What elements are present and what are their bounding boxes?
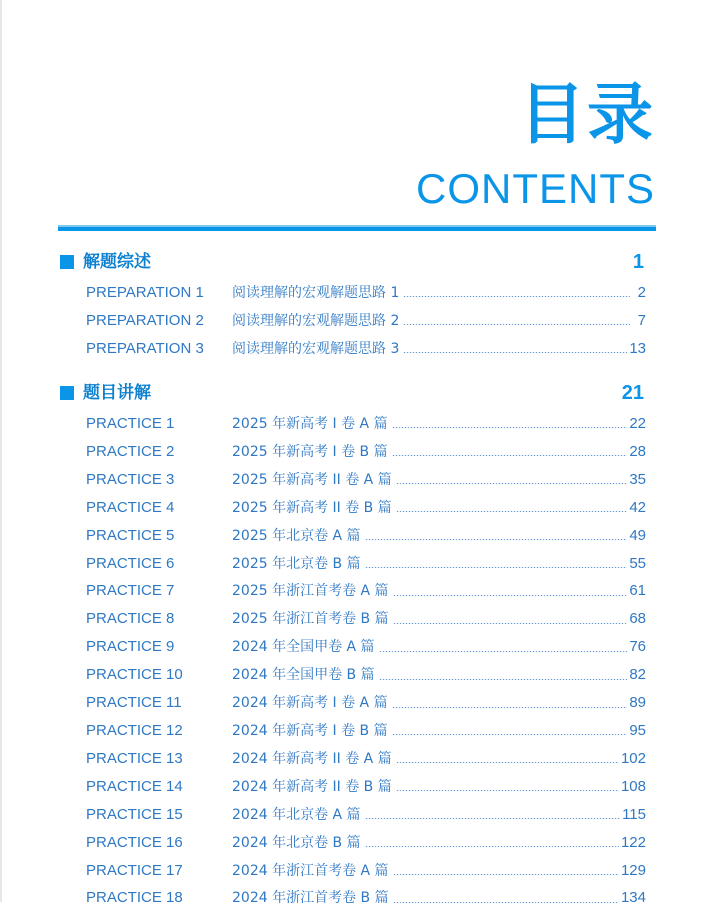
dot-leader — [403, 352, 627, 353]
toc-entry[interactable] — [86, 857, 646, 885]
entry-title: 2025 年新高考 II 卷 B 篇 — [232, 499, 392, 516]
entry-title: 2025 年浙江首考卷 A 篇 — [232, 583, 389, 600]
entry-page-number: 115 — [622, 805, 646, 823]
section-title: 题目讲解 — [83, 383, 151, 403]
dot-leader — [392, 427, 628, 428]
toc-entry[interactable] — [86, 279, 646, 307]
section-title: 解题综述 — [83, 252, 151, 272]
toc-entry[interactable] — [86, 801, 646, 829]
toc-entry[interactable] — [86, 522, 646, 550]
square-bullet-icon — [60, 255, 74, 269]
entry-code: PRACTICE 18 — [86, 889, 183, 907]
entry-title: 阅读理解的宏观解题思路 2 — [232, 312, 400, 329]
entry-code: PRACTICE 4 — [86, 498, 175, 516]
entry-page-number: 22 — [629, 415, 646, 432]
toc-title-chinese: 目录 — [519, 76, 655, 153]
page-left-edge — [0, 0, 2, 902]
dot-leader — [365, 539, 628, 540]
dot-leader — [365, 846, 619, 847]
toc-entry[interactable] — [86, 494, 646, 522]
toc-entry[interactable] — [86, 550, 646, 578]
entry-code: PRACTICE 6 — [86, 554, 175, 572]
entry-page-number: 89 — [629, 694, 646, 712]
toc-entry[interactable] — [86, 829, 646, 857]
entry-page-number: 42 — [629, 498, 646, 516]
entry-code: PREPARATION 2 — [86, 311, 204, 329]
entry-code: PREPARATION 3 — [86, 339, 204, 357]
entry-title: 2025 年新高考 I 卷 A 篇 — [232, 416, 388, 432]
entry-page-number: 7 — [637, 311, 646, 329]
entry-code: PRACTICE 12 — [86, 721, 183, 739]
dot-leader — [396, 762, 619, 763]
entry-title: 2024 年北京卷 A 篇 — [232, 806, 361, 823]
title-divider — [58, 227, 656, 231]
dot-leader — [403, 324, 630, 325]
entry-title: 2024 年全国甲卷 A 篇 — [232, 639, 375, 656]
entry-code: PRACTICE 1 — [86, 415, 175, 432]
entry-code: PRACTICE 10 — [86, 666, 183, 684]
entry-code: PRACTICE 17 — [86, 861, 183, 879]
square-bullet-icon — [60, 386, 74, 400]
entry-code: PRACTICE 13 — [86, 749, 183, 767]
toc-list-preparation — [86, 279, 646, 363]
entry-page-number: 35 — [629, 470, 646, 488]
dot-leader — [379, 679, 628, 680]
entry-code: PRACTICE 15 — [86, 805, 183, 823]
entry-code: PREPARATION 1 — [86, 284, 204, 301]
entry-title: 阅读理解的宏观解题思路 3 — [232, 340, 400, 357]
toc-entry[interactable] — [86, 466, 646, 494]
dot-leader — [403, 296, 630, 297]
entry-page-number: 49 — [629, 526, 646, 544]
entry-title: 2025 年新高考 II 卷 A 篇 — [232, 471, 392, 488]
entry-title: 2025 年浙江首考卷 B 篇 — [232, 611, 389, 628]
entry-page-number: 2 — [637, 284, 646, 301]
entry-page-number: 28 — [629, 442, 646, 460]
entry-page-number: 102 — [620, 749, 646, 767]
dot-leader — [365, 567, 628, 568]
toc-entry[interactable] — [86, 307, 646, 335]
dot-leader — [393, 874, 619, 875]
entry-page-number: 108 — [620, 777, 646, 795]
entry-page-number: 68 — [629, 610, 646, 628]
entry-title: 2024 年新高考 I 卷 B 篇 — [232, 722, 388, 739]
entry-code: PRACTICE 8 — [86, 610, 175, 628]
dot-leader — [379, 651, 628, 652]
dot-leader — [392, 707, 628, 708]
entry-code: PRACTICE 11 — [86, 694, 182, 712]
dot-leader — [396, 511, 628, 512]
entry-title: 2024 年浙江首考卷 B 篇 — [232, 890, 389, 907]
entry-page-number: 122 — [620, 833, 646, 851]
toc-entry[interactable] — [86, 605, 646, 633]
entry-code: PRACTICE 5 — [86, 526, 175, 544]
toc-list-practice — [86, 410, 646, 912]
toc-entry[interactable] — [86, 717, 646, 745]
toc-entry[interactable] — [86, 438, 646, 466]
entry-title: 2025 年新高考 I 卷 B 篇 — [232, 443, 388, 460]
entry-title: 2024 年北京卷 B 篇 — [232, 834, 361, 851]
entry-title: 2024 年新高考 II 卷 B 篇 — [232, 778, 392, 795]
entry-title: 2025 年北京卷 B 篇 — [232, 555, 361, 572]
dot-leader — [393, 902, 619, 903]
entry-page-number: 134 — [620, 889, 646, 907]
entry-title: 2024 年新高考 II 卷 A 篇 — [232, 750, 392, 767]
entry-page-number: 129 — [620, 861, 646, 879]
dot-leader — [392, 734, 628, 735]
dot-leader — [396, 790, 619, 791]
dot-leader — [392, 455, 628, 456]
entry-page-number: 13 — [629, 339, 646, 357]
dot-leader — [393, 623, 628, 624]
entry-code: PRACTICE 3 — [86, 470, 175, 488]
entry-title: 2024 年全国甲卷 B 篇 — [232, 667, 375, 684]
entry-page-number: 95 — [629, 721, 646, 739]
toc-entry[interactable] — [86, 661, 646, 689]
entry-code: PRACTICE 14 — [86, 777, 183, 795]
toc-entry[interactable] — [86, 773, 646, 801]
section-page-number: 21 — [621, 382, 644, 404]
dot-leader — [365, 818, 621, 819]
toc-title-english: CONTENTS — [416, 165, 655, 212]
entry-page-number: 76 — [629, 638, 646, 656]
entry-page-number: 55 — [629, 554, 646, 572]
toc-entry[interactable] — [86, 884, 646, 912]
entry-title: 阅读理解的宏观解题思路 1 — [232, 285, 400, 301]
dot-leader — [396, 483, 628, 484]
toc-entry[interactable] — [86, 689, 646, 717]
entry-page-number: 82 — [629, 666, 646, 684]
entry-code: PRACTICE 7 — [86, 582, 175, 600]
dot-leader — [393, 595, 628, 596]
entry-code: PRACTICE 9 — [86, 638, 175, 656]
toc-entry[interactable] — [86, 410, 646, 438]
entry-code: PRACTICE 16 — [86, 833, 183, 851]
toc-entry[interactable] — [86, 633, 646, 661]
entry-code: PRACTICE 2 — [86, 442, 175, 460]
entry-page-number: 61 — [629, 582, 646, 600]
entry-title: 2024 年新高考 I 卷 A 篇 — [232, 695, 388, 712]
entry-title: 2025 年北京卷 A 篇 — [232, 527, 361, 544]
section-header-overview[interactable] — [58, 250, 644, 276]
toc-entry[interactable] — [86, 335, 646, 363]
entry-title: 2024 年浙江首考卷 A 篇 — [232, 862, 389, 879]
toc-entry[interactable] — [86, 577, 646, 605]
section-page-number: 1 — [632, 251, 644, 273]
toc-entry[interactable] — [86, 745, 646, 773]
section-header-practice[interactable] — [58, 381, 644, 407]
